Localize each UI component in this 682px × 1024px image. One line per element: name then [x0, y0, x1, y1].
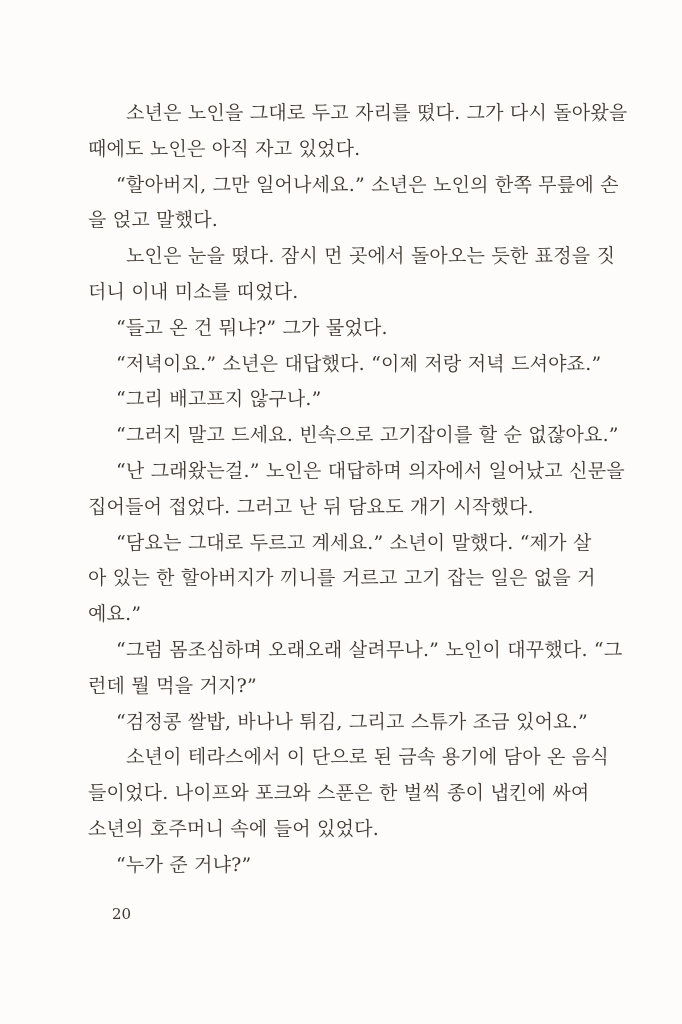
text-line: 예요.” [88, 603, 142, 626]
text-line: “담요는 그대로 두르고 계세요.” 소년이 말했다. “제가 살 [116, 531, 592, 554]
text-line: 더니 이내 미소를 띠었다. [88, 280, 299, 303]
text-line: “검정콩 쌀밥, 바나나 튀김, 그리고 스튜가 조금 있어요.” [116, 710, 588, 733]
text-line: “난 그래왔는걸.” 노인은 대답하며 의자에서 일어났고 신문을 [116, 459, 625, 482]
text-line: 집어들어 접었다. 그러고 난 뒤 담요도 개기 시작했다. [88, 495, 534, 518]
text-line: 소년의 호주머니 속에 들어 있었다. [88, 817, 379, 840]
text-line: 소년은 노인을 그대로 두고 자리를 떴다. 그가 다시 돌아왔을 [126, 102, 628, 124]
page-number: 20 [112, 905, 132, 923]
text-line: “들고 온 건 뭐냐?” 그가 물었다. [116, 316, 388, 339]
text-line: 노인은 눈을 떴다. 잠시 먼 곳에서 돌아오는 듯한 표정을 짓 [126, 245, 616, 268]
text-block [88, 96, 628, 884]
text-line: “그리 배고프지 않구나.” [116, 388, 322, 411]
text-line: “누가 준 거냐?” [116, 853, 252, 876]
text-line: 때에도 노인은 아직 자고 있었다. [88, 137, 361, 160]
text-line: 아 있는 한 할아버지가 끼니를 거르고 고기 잡는 일은 없을 거 [88, 567, 596, 590]
text-line: “저녁이요.” 소년은 대답했다. “이제 저랑 저녁 드셔야죠.” [116, 352, 602, 375]
text-line: 소년이 테라스에서 이 단으로 된 금속 용기에 담아 온 음식 [126, 746, 609, 769]
text-line: 들이었다. 나이프와 포크와 스푼은 한 벌씩 종이 냅킨에 싸여 [88, 782, 590, 805]
text-line: 런데 뭘 먹을 거지?” [88, 674, 257, 697]
text-line: “그러지 말고 드세요. 빈속으로 고기잡이를 할 순 없잖아요.” [116, 424, 619, 447]
text-line: “그럼 몸조심하며 오래오래 살려무나.” 노인이 대꾸했다. “그 [116, 638, 623, 661]
text-line: 을 얹고 말했다. [88, 209, 219, 232]
text-line: “할아버지, 그만 일어나세요.” 소년은 노인의 한쪽 무릎에 손 [116, 173, 619, 196]
